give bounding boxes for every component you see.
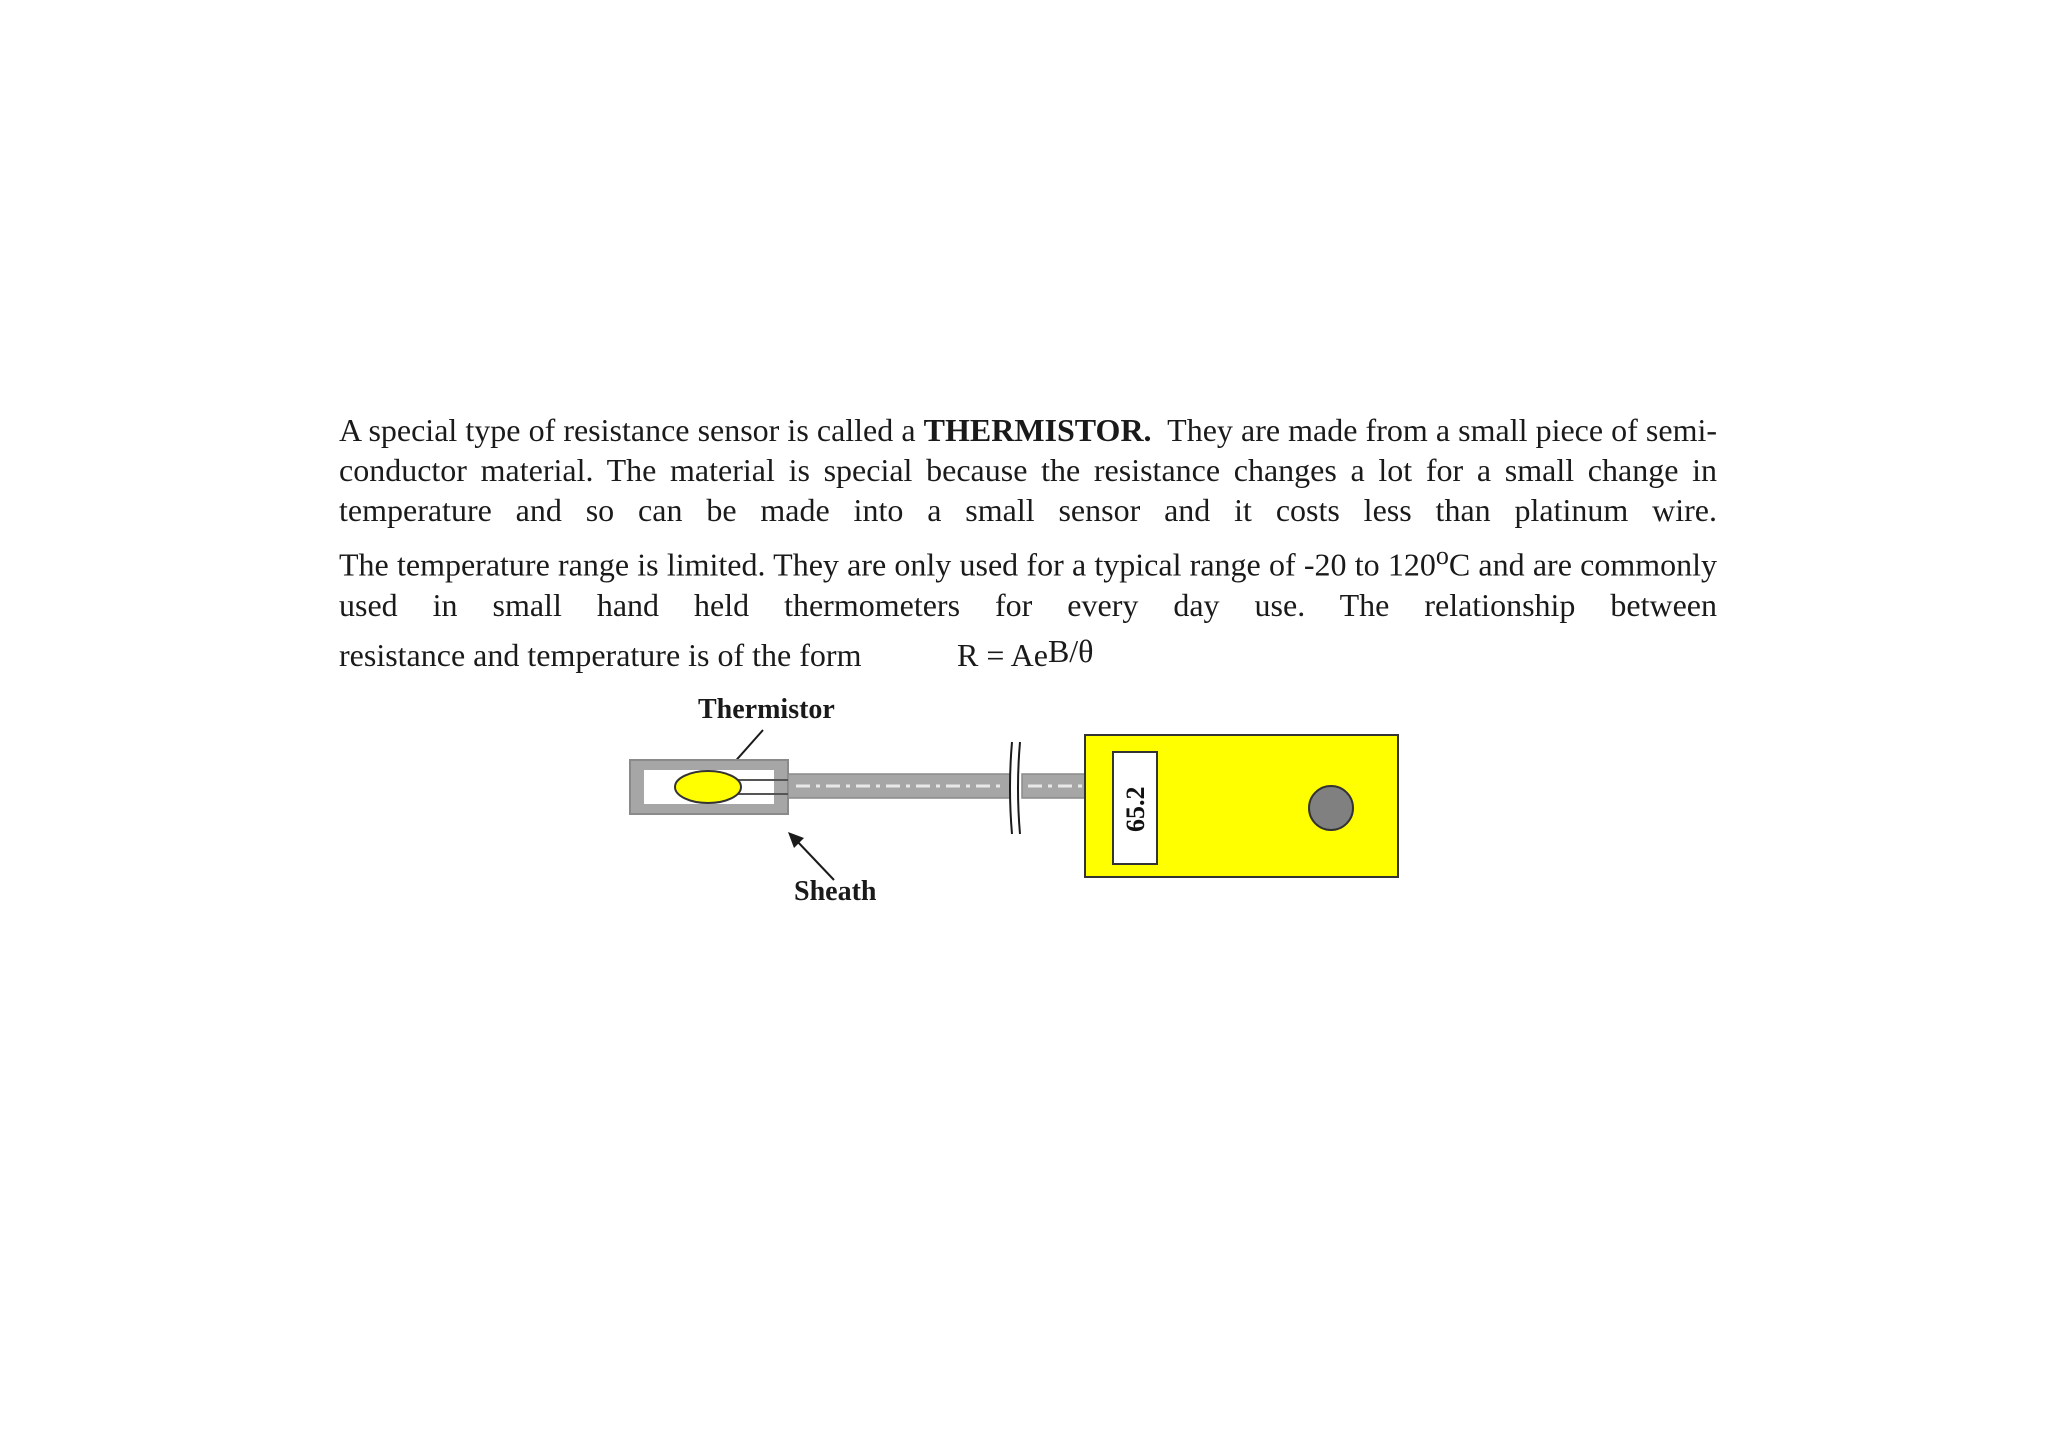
p1-text-a: A special type of resistance sensor is called a bbox=[339, 412, 916, 448]
display-reading: 65.2 bbox=[1121, 786, 1150, 832]
degree-symbol: o bbox=[1435, 541, 1449, 570]
sheath-label: Sheath bbox=[794, 876, 877, 907]
thermistor-label: Thermistor bbox=[698, 694, 835, 725]
p2-text-a: The temperature range is limited. They are only used for a typical range of -20 to 120 bbox=[339, 546, 1436, 583]
paragraph-1 bbox=[339, 410, 1717, 530]
paragraph-2 bbox=[339, 536, 1717, 625]
p1-text-b: They are made from a small piece of semi-conductor material. The material is special because the resistance changes a lot for a small change in temperature and so can be made into a small sensor and it costs less than platinum wire. bbox=[339, 412, 1717, 528]
p2-text-b: C and are commonly used in small hand held thermometers for every day use. The relationship between bbox=[339, 546, 1718, 623]
thermistor-probe-diagram bbox=[620, 690, 1420, 920]
meter-knob bbox=[1309, 786, 1353, 830]
formula-exponent: B/θ bbox=[1047, 632, 1094, 669]
thermistor-term: THERMISTOR. bbox=[923, 412, 1152, 448]
break-mark-right bbox=[1018, 742, 1020, 834]
thermistor-description bbox=[339, 410, 1717, 677]
resistance-formula bbox=[957, 632, 1094, 675]
probe-illustration bbox=[620, 690, 1420, 920]
sheath-arrow-line bbox=[796, 840, 834, 880]
formula-line bbox=[339, 625, 1717, 677]
p2-last-line: resistance and temperature is of the form bbox=[339, 636, 862, 673]
formula-base: R = Ae bbox=[957, 636, 1048, 673]
thermistor-bead bbox=[675, 771, 741, 803]
break-mark-left bbox=[1010, 742, 1012, 834]
